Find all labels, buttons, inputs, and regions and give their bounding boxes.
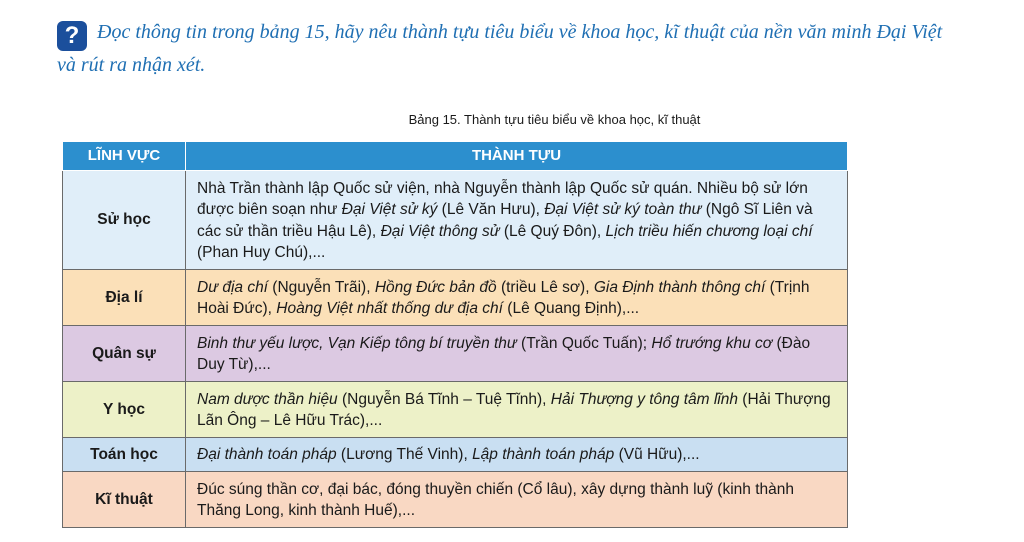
achievement-text: (Ngô Sĩ Liên và các sử thần triều Hậu Lê), [197, 201, 813, 240]
achievement-cell [186, 270, 848, 326]
header-achievement: THÀNH TỰU [186, 142, 848, 171]
achievement-cell [186, 472, 848, 528]
achievement-cell [186, 438, 848, 472]
field-cell: Y học [63, 382, 186, 438]
achievement-text: Đúc súng thần cơ, đại bác, đóng thuyền chiến (Cổ lâu), xây dựng thành luỹ (kinh thành Thăng Long, kinh thành Huế),... [197, 480, 794, 519]
work-title: Lịch triều hiến chương loại chí [605, 222, 813, 240]
achievement-text: (Lê Quý Đôn), [499, 222, 606, 240]
work-title: Đại Việt thông sử [380, 222, 500, 240]
field-cell: Sử học [63, 171, 186, 270]
work-title: Gia Định thành thông chí [593, 278, 766, 296]
work-title: Dư địa chí [197, 278, 268, 296]
question-text: Đọc thông tin trong bảng 15, hãy nêu thành tựu tiêu biểu về khoa học, kĩ thuật của nền văn minh Đại Việt và rút ra nhận xét. [57, 21, 943, 76]
achievement-text: (Lương Thế Vinh), [336, 446, 473, 464]
work-title: Binh thư yếu lược, Vạn Kiếp tông bí truyền thư [197, 334, 517, 352]
table-row [63, 171, 848, 270]
achievement-text: (Lê Văn Hưu), [437, 201, 545, 218]
table-row [63, 472, 848, 528]
achievement-text: (Đào Duy Từ),... [197, 334, 811, 373]
achievements-table [62, 141, 848, 528]
table-row [63, 270, 848, 326]
achievement-text: (Lê Quang Định),... [502, 300, 640, 317]
achievement-text: (Hải Thượng Lãn Ông – Lê Hữu Trác),... [197, 390, 831, 429]
table-row [63, 438, 848, 472]
field-cell: Kĩ thuật [63, 472, 186, 528]
work-title: Nam dược thần hiệu [197, 390, 338, 408]
question-mark-icon: ? [57, 21, 87, 51]
achievement-text: (Nguyễn Trãi), [268, 278, 375, 296]
achievement-cell [186, 382, 848, 438]
achievement-cell [186, 326, 848, 382]
work-title: Đại thành toán pháp [197, 446, 337, 464]
achievement-text: (Trần Quốc Tuấn); [516, 334, 652, 352]
work-title: Lập thành toán pháp [472, 446, 615, 464]
work-title: Hoàng Việt nhất thống dư địa chí [276, 300, 503, 317]
achievement-text: (Phan Huy Chú),... [197, 244, 326, 261]
achievement-text: (Trịnh Hoài Đức), [197, 278, 810, 317]
work-title: Hổ trướng khu cơ [651, 334, 773, 352]
header-field: LĨNH VỰC [63, 142, 186, 171]
work-title: Đại Việt sử ký [341, 201, 438, 218]
work-title: Hồng Đức bản đồ [374, 278, 497, 296]
achievement-cell [186, 171, 848, 270]
work-title: Đại Việt sử ký toàn thư [544, 201, 702, 218]
achievement-text: Nhà Trần thành lập Quốc sử viện, nhà Nguyễn thành lập Quốc sử quán. Nhiều bộ sử lớn được biên soạn như [197, 179, 808, 218]
question-prompt [57, 18, 957, 79]
achievement-text: (triều Lê sơ), [496, 278, 594, 296]
table-row [63, 382, 848, 438]
table-caption: Bảng 15. Thành tựu tiêu biểu về khoa học, kĩ thuật [408, 112, 701, 127]
work-title: Hải Thượng y tông tâm lĩnh [550, 390, 738, 408]
achievement-text: (Nguyễn Bá Tĩnh – Tuệ Tĩnh), [337, 390, 551, 408]
field-cell: Quân sự [63, 326, 186, 382]
field-cell: Địa lí [63, 270, 186, 326]
table-row [63, 326, 848, 382]
table-header-row [63, 142, 848, 171]
field-cell: Toán học [63, 438, 186, 472]
achievement-text: (Vũ Hữu),... [614, 446, 700, 464]
